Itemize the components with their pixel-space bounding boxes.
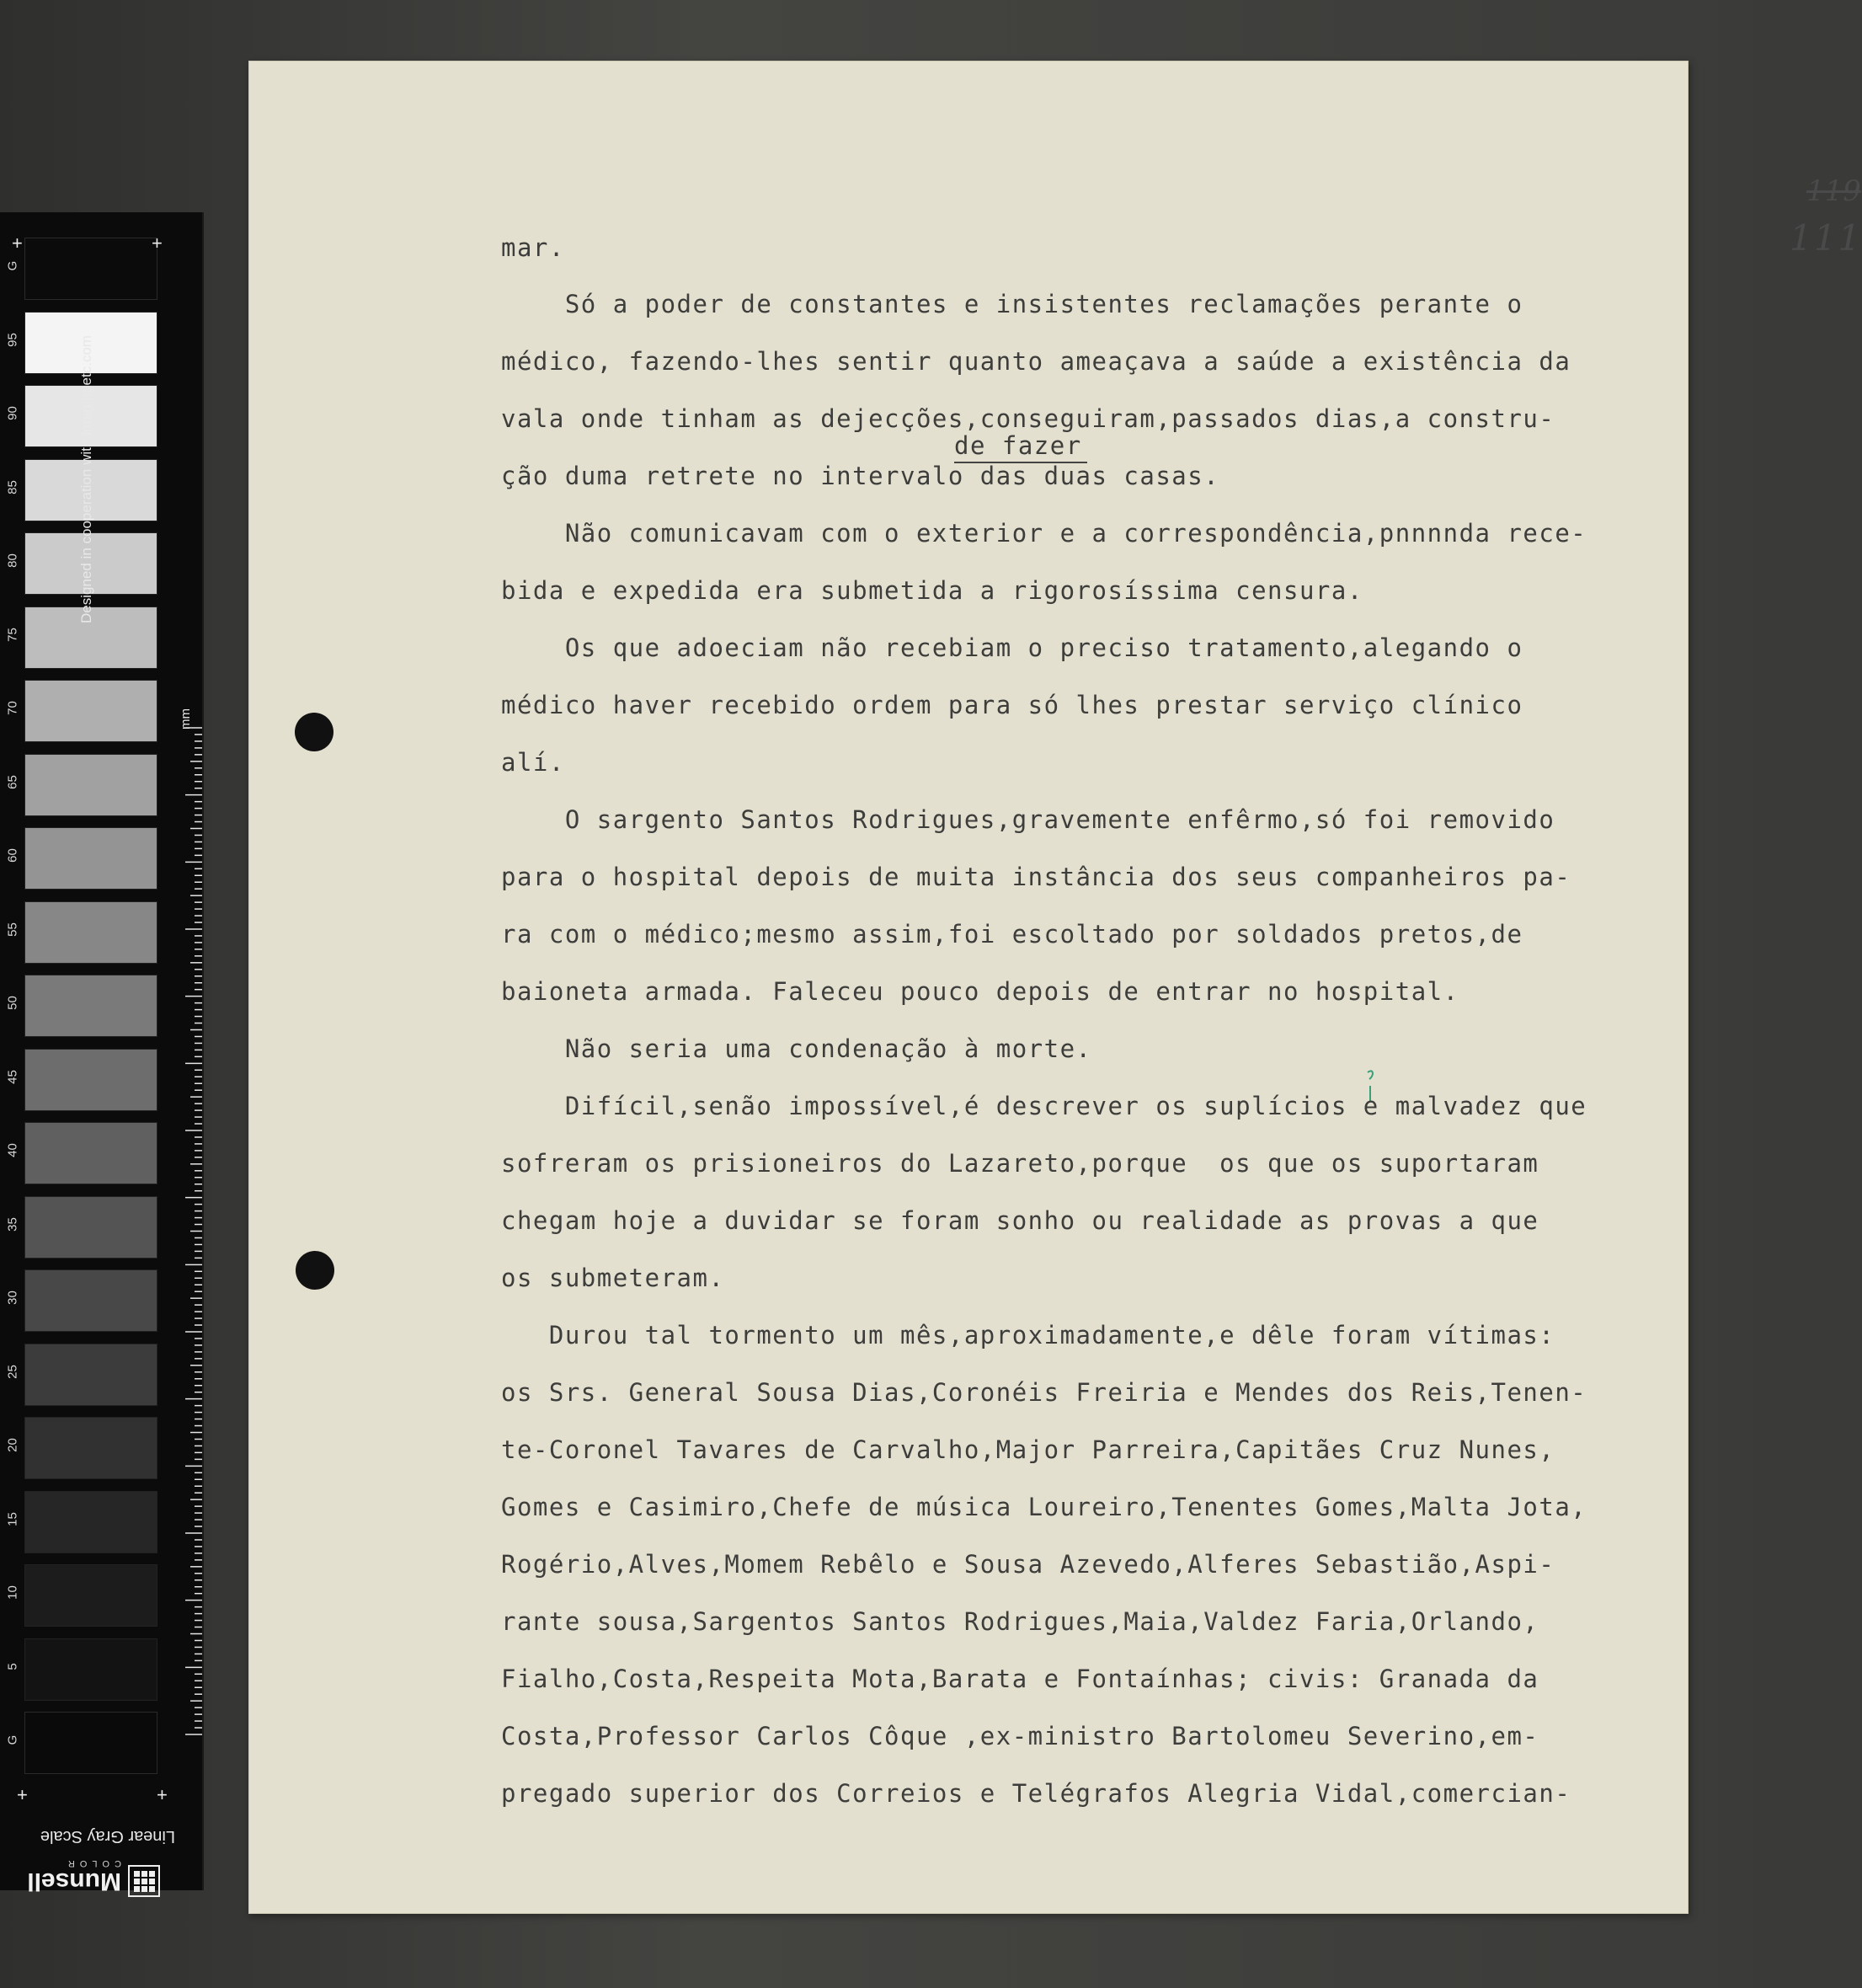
folio-number: 111: [1790, 217, 1862, 259]
scale-tick-label: 80: [5, 553, 20, 568]
text-line: baioneta armada. Faleceu pouco depois de entrar no hospital.: [501, 977, 1459, 1006]
gray-patch: [24, 901, 157, 964]
munsell-brand: [25, 1860, 160, 1902]
text-line: os submeteram.: [501, 1264, 725, 1292]
scale-tick-label: 75: [5, 627, 20, 642]
text-line: chegam hoje a duvidar se foram sonho ou realidade as provas a que: [501, 1206, 1539, 1235]
text-line: pregado superior dos Correios e Telégrafos Alegria Vidal,comercian-: [501, 1779, 1571, 1808]
punch-hole: [296, 1251, 334, 1290]
text-line: para o hospital depois de muita instância dos seus companheiros pa-: [501, 863, 1571, 891]
scale-tick-label: 45: [5, 1069, 20, 1084]
folio-number-struck: 119: [1806, 174, 1861, 208]
gray-patch: [24, 1049, 157, 1111]
text-line: Gomes e Casimiro,Chefe de música Loureiro,Tenentes Gomes,Malta Jota,: [501, 1493, 1587, 1521]
typed-page: [248, 61, 1862, 1914]
gray-patch: [24, 1269, 157, 1332]
text-line: Não seria uma condenação à morte.: [501, 1034, 1092, 1063]
ruler-unit-label: mm: [179, 708, 193, 729]
registration-plus-icon: +: [152, 232, 163, 254]
scale-tick-label: 5: [5, 1662, 20, 1670]
text-line: mar.: [501, 233, 565, 262]
registration-plus-icon: +: [157, 1784, 168, 1805]
gray-patch: [24, 1122, 157, 1184]
text-line: rante sousa,Sargentos Santos Rodrigues,Maia,Valdez Faria,Orlando,: [501, 1607, 1539, 1636]
text-line: Só a poder de constantes e insistentes reclamações perante o: [501, 290, 1523, 318]
gray-patch: [24, 1491, 157, 1553]
text-line: ção duma retrete no intervalo das duas casas.: [501, 462, 1220, 490]
text-line: sofreram os prisioneiros do Lazareto,porque os que os suportaram: [501, 1149, 1539, 1178]
gray-patch: [24, 827, 157, 890]
punch-hole: [295, 713, 333, 751]
handwritten-insertion: de fazer: [954, 431, 1087, 463]
scale-credit-text: Designed in cooperation with imagingetc.com: [78, 334, 94, 623]
text-line: os Srs. General Sousa Dias,Coronéis Freiria e Mendes dos Reis,Tenen-: [501, 1378, 1587, 1407]
text-line: Costa,Professor Carlos Côque ,ex-ministro Bartolomeu Severino,em-: [501, 1722, 1539, 1750]
gray-patch: [24, 1417, 157, 1479]
munsell-logo-icon: [128, 1865, 160, 1897]
scale-tick-label: G: [5, 260, 20, 271]
scale-tick-label: 40: [5, 1143, 20, 1157]
scale-tick-label: 90: [5, 406, 20, 420]
scale-tick-label: 85: [5, 479, 20, 494]
text-line: O sargento Santos Rodrigues,gravemente enfêrmo,só foi removido: [501, 805, 1555, 834]
gray-patch: [24, 680, 157, 742]
scale-tick-label: 60: [5, 848, 20, 863]
gray-patch: [24, 1344, 157, 1406]
brand-subtitle: COLOR: [62, 1858, 121, 1868]
text-line: Durou tal tormento um mês,aproximadamente,e dêle foram vítimas:: [501, 1321, 1555, 1349]
gray-patch: [24, 1712, 157, 1774]
text-line: Não comunicavam com o exterior e a correspondência,pnnnnda rece-: [501, 519, 1587, 548]
text-line: médico haver recebido ordem para só lhes prestar serviço clínico: [501, 691, 1523, 719]
scale-tick-label: 55: [5, 922, 20, 937]
text-line: médico, fazendo-lhes sentir quanto ameaçava a saúde a existência da: [501, 347, 1571, 376]
gray-scale-card: [0, 212, 204, 1890]
mm-ruler: [184, 724, 202, 1740]
text-line: bida e expedida era submetida a rigorosíssima censura.: [501, 576, 1363, 605]
text-line: Fialho,Costa,Respeita Mota,Barata e Fontaínhas; civis: Granada da: [501, 1665, 1539, 1693]
scale-tick-label: 35: [5, 1216, 20, 1232]
brand-name: Munsell: [27, 1868, 121, 1895]
scale-tick-label: 65: [5, 774, 20, 789]
gray-patch: [24, 975, 157, 1037]
scale-tick-label: 30: [5, 1291, 20, 1305]
scale-tick-label: G: [5, 1734, 20, 1745]
scale-tick-label: 15: [5, 1511, 20, 1526]
scale-tick-label: 50: [5, 996, 20, 1010]
scale-name-label: Linear Gray Scale: [40, 1827, 175, 1846]
text-line: alí.: [501, 748, 565, 777]
scale-tick-label: 10: [5, 1585, 20, 1600]
scale-tick-label: 95: [5, 332, 20, 347]
gray-patch: [24, 1638, 157, 1701]
document-body: [501, 61, 1680, 1914]
text-line: ra com o médico;mesmo assim,foi escoltado por soldados pretos,de: [501, 920, 1523, 949]
gray-patch: [24, 1564, 157, 1627]
text-line: Rogério,Alves,Momem Rebêlo e Sousa Azevedo,Alferes Sebastião,Aspi-: [501, 1550, 1555, 1579]
gray-patch: [24, 754, 157, 816]
text-line: Os que adoeciam não recebiam o preciso tratamento,alegando o: [501, 633, 1523, 662]
text-line: te-Coronel Tavares de Carvalho,Major Parreira,Capitães Cruz Nunes,: [501, 1435, 1555, 1464]
registration-plus-icon: +: [12, 232, 23, 254]
gray-patch: [24, 1196, 157, 1259]
text-line: Difícil,senão impossível,é descrever os suplícios e malvadez que: [501, 1092, 1587, 1120]
scale-tick-label: 20: [5, 1438, 20, 1452]
text-line: vala onde tinham as dejecções,conseguiram,passados dias,a constru-: [501, 404, 1555, 433]
scale-tick-label: 70: [5, 701, 20, 715]
scale-tick-label: 25: [5, 1364, 20, 1379]
registration-plus-icon: +: [17, 1784, 28, 1805]
